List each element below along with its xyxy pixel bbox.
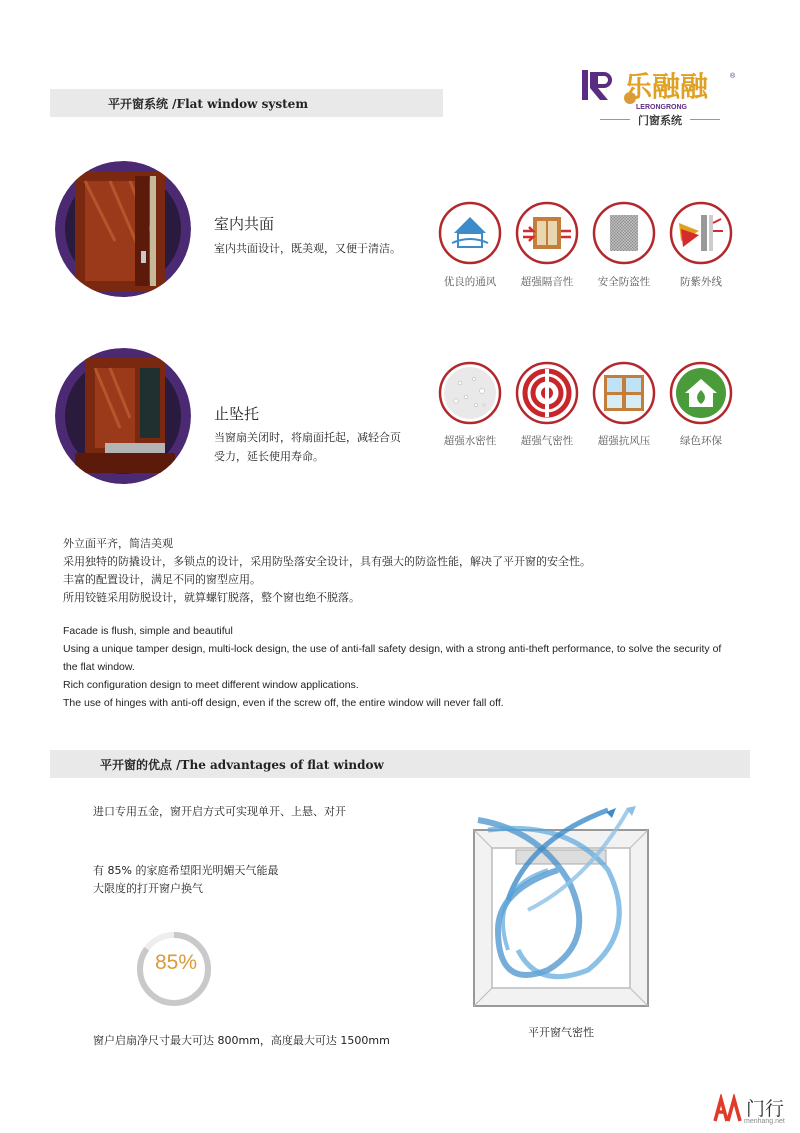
- section-header-flat-window-system: [50, 89, 443, 117]
- menhang-logo-icon: [712, 1094, 742, 1124]
- feature-description: 当窗扇关闭时，将扇面托起，减轻合页 受力，延长使用寿命。: [214, 431, 401, 463]
- watermark-text: 门行: [746, 1098, 785, 1120]
- feature-description: 室内共面设计，既美观，又便于清洁。: [214, 242, 401, 255]
- icon-label: 超强水密性: [443, 435, 497, 447]
- water-tightness-icon: [438, 361, 502, 425]
- svg-text:乐融融: 乐融融: [624, 70, 709, 103]
- ventilation-house-icon: [438, 201, 502, 265]
- brand-logo: [580, 66, 740, 132]
- brand-logo-mark-icon: [580, 66, 740, 110]
- feature-photo-drop-stop: [55, 348, 191, 484]
- green-house-icon: [669, 361, 733, 425]
- icon-label: 优良的通风: [443, 276, 497, 288]
- percentage-text: 85%: [154, 951, 198, 974]
- svg-text:®: ®: [730, 73, 736, 80]
- description-chinese: 外立面平齐，简洁美观 采用独特的防撬设计，多锁点的设计，采用防坠落安全设计，具有强大的防盗性能，解决了平开窗的安全性。 丰富的配置设计，满足不同的窗型应用。 所用铰链采用防脱设计，就算螺钉脱落，整个窗也绝不脱落。: [63, 537, 591, 604]
- icon-label: 安全防盗性: [597, 276, 651, 288]
- icon-label: 超强抗风压: [597, 435, 651, 447]
- feature-title: 止坠托: [214, 405, 260, 423]
- diagram-caption: 平开窗气密性: [528, 1026, 594, 1039]
- section-title: 平开窗的优点 /The advantages of flat window: [100, 758, 384, 772]
- icon-label: 超强隔音性: [520, 276, 574, 288]
- wind-pressure-icon: [592, 361, 656, 425]
- advantage-statistic: 有 85% 的家庭希望阳光明媚天气能最 大限度的打开窗户换气: [93, 864, 279, 895]
- icon-label: 绿色环保: [680, 435, 722, 447]
- uv-protection-icon: [669, 201, 733, 265]
- svg-text:LERONGRONG: LERONGRONG: [636, 104, 687, 110]
- icon-label: 超强气密性: [520, 435, 574, 447]
- anti-theft-mesh-icon: [592, 201, 656, 265]
- watermark-url: menhang.net: [744, 1118, 785, 1125]
- section-title: 平开窗系统 /Flat window system: [108, 97, 309, 111]
- feature-title: 室内共面: [214, 215, 275, 233]
- section-header-advantages: [50, 750, 750, 778]
- advantage-size: 窗户启扇净尺寸最大可达 800mm，高度最大可达 1500mm: [93, 1034, 390, 1047]
- feature-photo-coplanar: [55, 161, 191, 297]
- air-tightness-icon: [515, 361, 579, 425]
- logo-tagline: 门窗系统: [638, 114, 682, 127]
- icon-label: 防紫外线: [680, 276, 722, 288]
- advantage-hardware: 进口专用五金，窗开启方式可实现单开、上悬、对开: [93, 805, 346, 818]
- description-english: Facade is flush, simple and beautiful Using a unique tamper design, multi-lock design, the use of anti-fall safety design, with a strong anti-theft performance, to solve the security of the flat window. Rich configuration design to meet different window applications. The use of hinges with anti-off design, even if the screw off, the entire window will never fall off.: [63, 625, 722, 709]
- airflow-diagram: [468, 800, 668, 1010]
- sound-insulation-icon: [515, 201, 579, 265]
